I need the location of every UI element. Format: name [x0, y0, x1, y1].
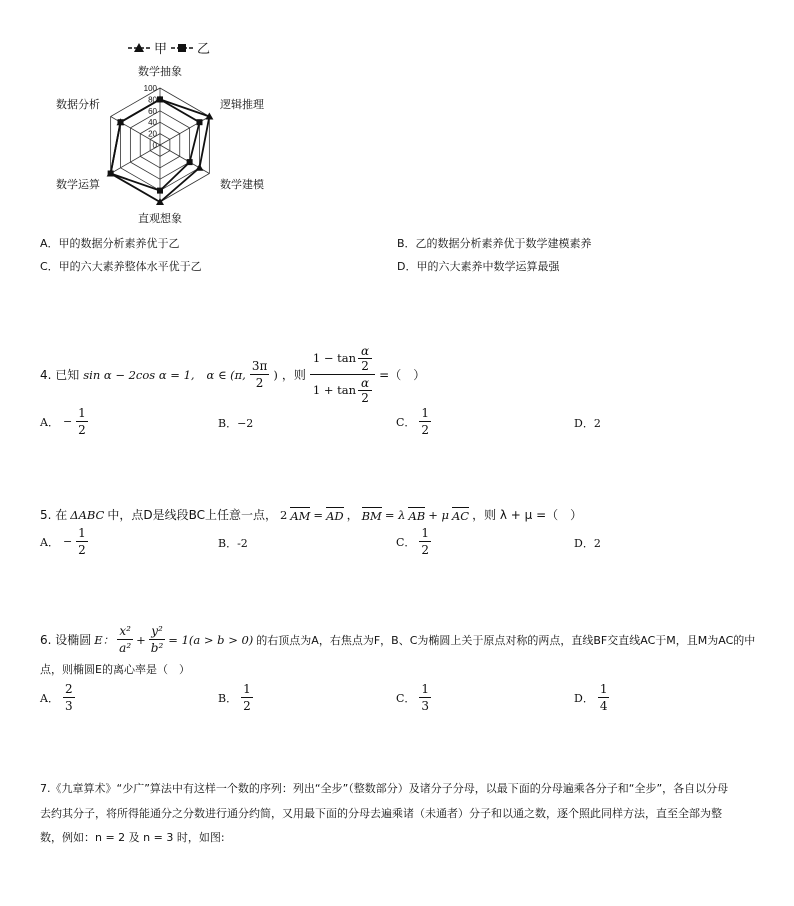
q7-line2: 去约其分子，将所得能通分之分数进行通分约简，又用最下面的分母去遍乘诸（未通者）分子和以通之数，逐个照此同样方法，直至全部为整 [40, 807, 722, 820]
radar-series-b-point [157, 188, 163, 194]
radar-tick-label: 0 [152, 141, 157, 150]
radar-axis-label: 直观想象 [138, 212, 182, 225]
q6-option-d: D． $\frac{1}{4}$ [574, 682, 608, 713]
q4-option-a: A． − $\frac{1}{2}$ [40, 406, 86, 437]
legend-label-b: 乙 [197, 42, 211, 57]
q3-option-a: A．甲的数据分析素养优于乙 [40, 237, 180, 250]
q4-stem: 4. 已知 sin α − 2cos α = 1, α ∈ (π, $\frac{3\pi}{2}$ ) ，则 1 − tan $\frac{\alpha}{2}$ 1 + tan $\frac{\alpha}{2}$ =（ ） [40, 344, 426, 405]
radar-chart [40, 60, 290, 230]
legend-triangle-icon [128, 42, 150, 54]
radar-axis-label: 数据分析 [56, 98, 100, 111]
radar-series-b-point [108, 171, 114, 177]
radar-axis-label: 数学抽象 [138, 65, 182, 78]
q5-option-c: C． $\frac{1}{2}$ [396, 526, 430, 557]
radar-series-b-point [196, 119, 202, 125]
radar-legend [128, 38, 210, 57]
radar-series-a-point [195, 164, 203, 171]
radar-tick-label: 80 [148, 95, 157, 105]
radar-series-b-point [187, 159, 193, 165]
q3-option-d: D．甲的六大素养中数学运算最强 [397, 260, 560, 273]
legend-square-icon [171, 42, 193, 54]
q6-stem-line1: 6. 设椭圆 E： $\frac{\text{x²}}{\text{a²}}$ + $\frac{\text{y²}}{\text{b²}}$ = 1(a > b > 0) 的右顶点为A，右焦点为F，B、C为椭圆上关于原点对称的两点，直线BF交直线AC于M，且M为AC的中 [40, 624, 756, 655]
q6-option-b: B． $\frac{1}{2}$ [218, 682, 251, 713]
q5-option-b: B．-2 [218, 537, 248, 550]
radar-series-b-point [118, 119, 124, 125]
legend-label-a: 甲 [154, 42, 168, 57]
radar-axis-label: 逻辑推理 [220, 98, 264, 111]
radar-tick-label: 100 [143, 84, 157, 93]
q3-option-c: C．甲的六大素养整体水平优于乙 [40, 260, 202, 273]
q7-line3: 数，例如：n = 2 及 n = 3 时，如图: [40, 831, 225, 844]
q5-stem: 5. 在 ΔABC 中，点D是线段BC上任意一点， 2 AM = AD ， BM = λ AB + μ AC ，则 λ + μ =（ ） [40, 507, 583, 523]
radar-axis-label: 数学建模 [220, 178, 264, 191]
q3-option-b: B．乙的数据分析素养优于数学建模素养 [397, 237, 592, 250]
radar-tick-label: 40 [148, 118, 157, 128]
q5-option-a: A． − $\frac{1}{2}$ [40, 526, 86, 557]
q6-option-c: C． $\frac{1}{3}$ [396, 682, 430, 713]
radar-tick-label: 60 [148, 106, 157, 116]
q4-main-frac: 1 − tan $\frac{\alpha}{2}$ 1 + tan $\frac{\alpha}{2}$ [310, 343, 375, 406]
q4-option-d: D．2 [574, 417, 601, 430]
q4-range-frac: $\frac{3\pi}{2}$ [251, 359, 268, 390]
radar-axis-label: 数学运算 [56, 178, 100, 191]
q5-option-d: D．2 [574, 537, 601, 550]
radar-tick-label: 20 [148, 129, 157, 139]
q4-option-c: C． $\frac{1}{2}$ [396, 406, 430, 437]
q6-option-a: A． $\frac{2}{3}$ [40, 682, 73, 713]
q7-line1: 7.《九章算术》“少广”算法中有这样一个数的序列：列出“全步”（整数部分）及诸分子分母，以最下面的分母遍乘各分子和“全步”，各自以分母 [40, 782, 729, 795]
q4-option-b: B．−2 [218, 417, 254, 430]
q6-stem-line2: 点，则椭圆E的离心率是（ ） [40, 663, 190, 676]
radar-series-b-point [157, 96, 163, 102]
